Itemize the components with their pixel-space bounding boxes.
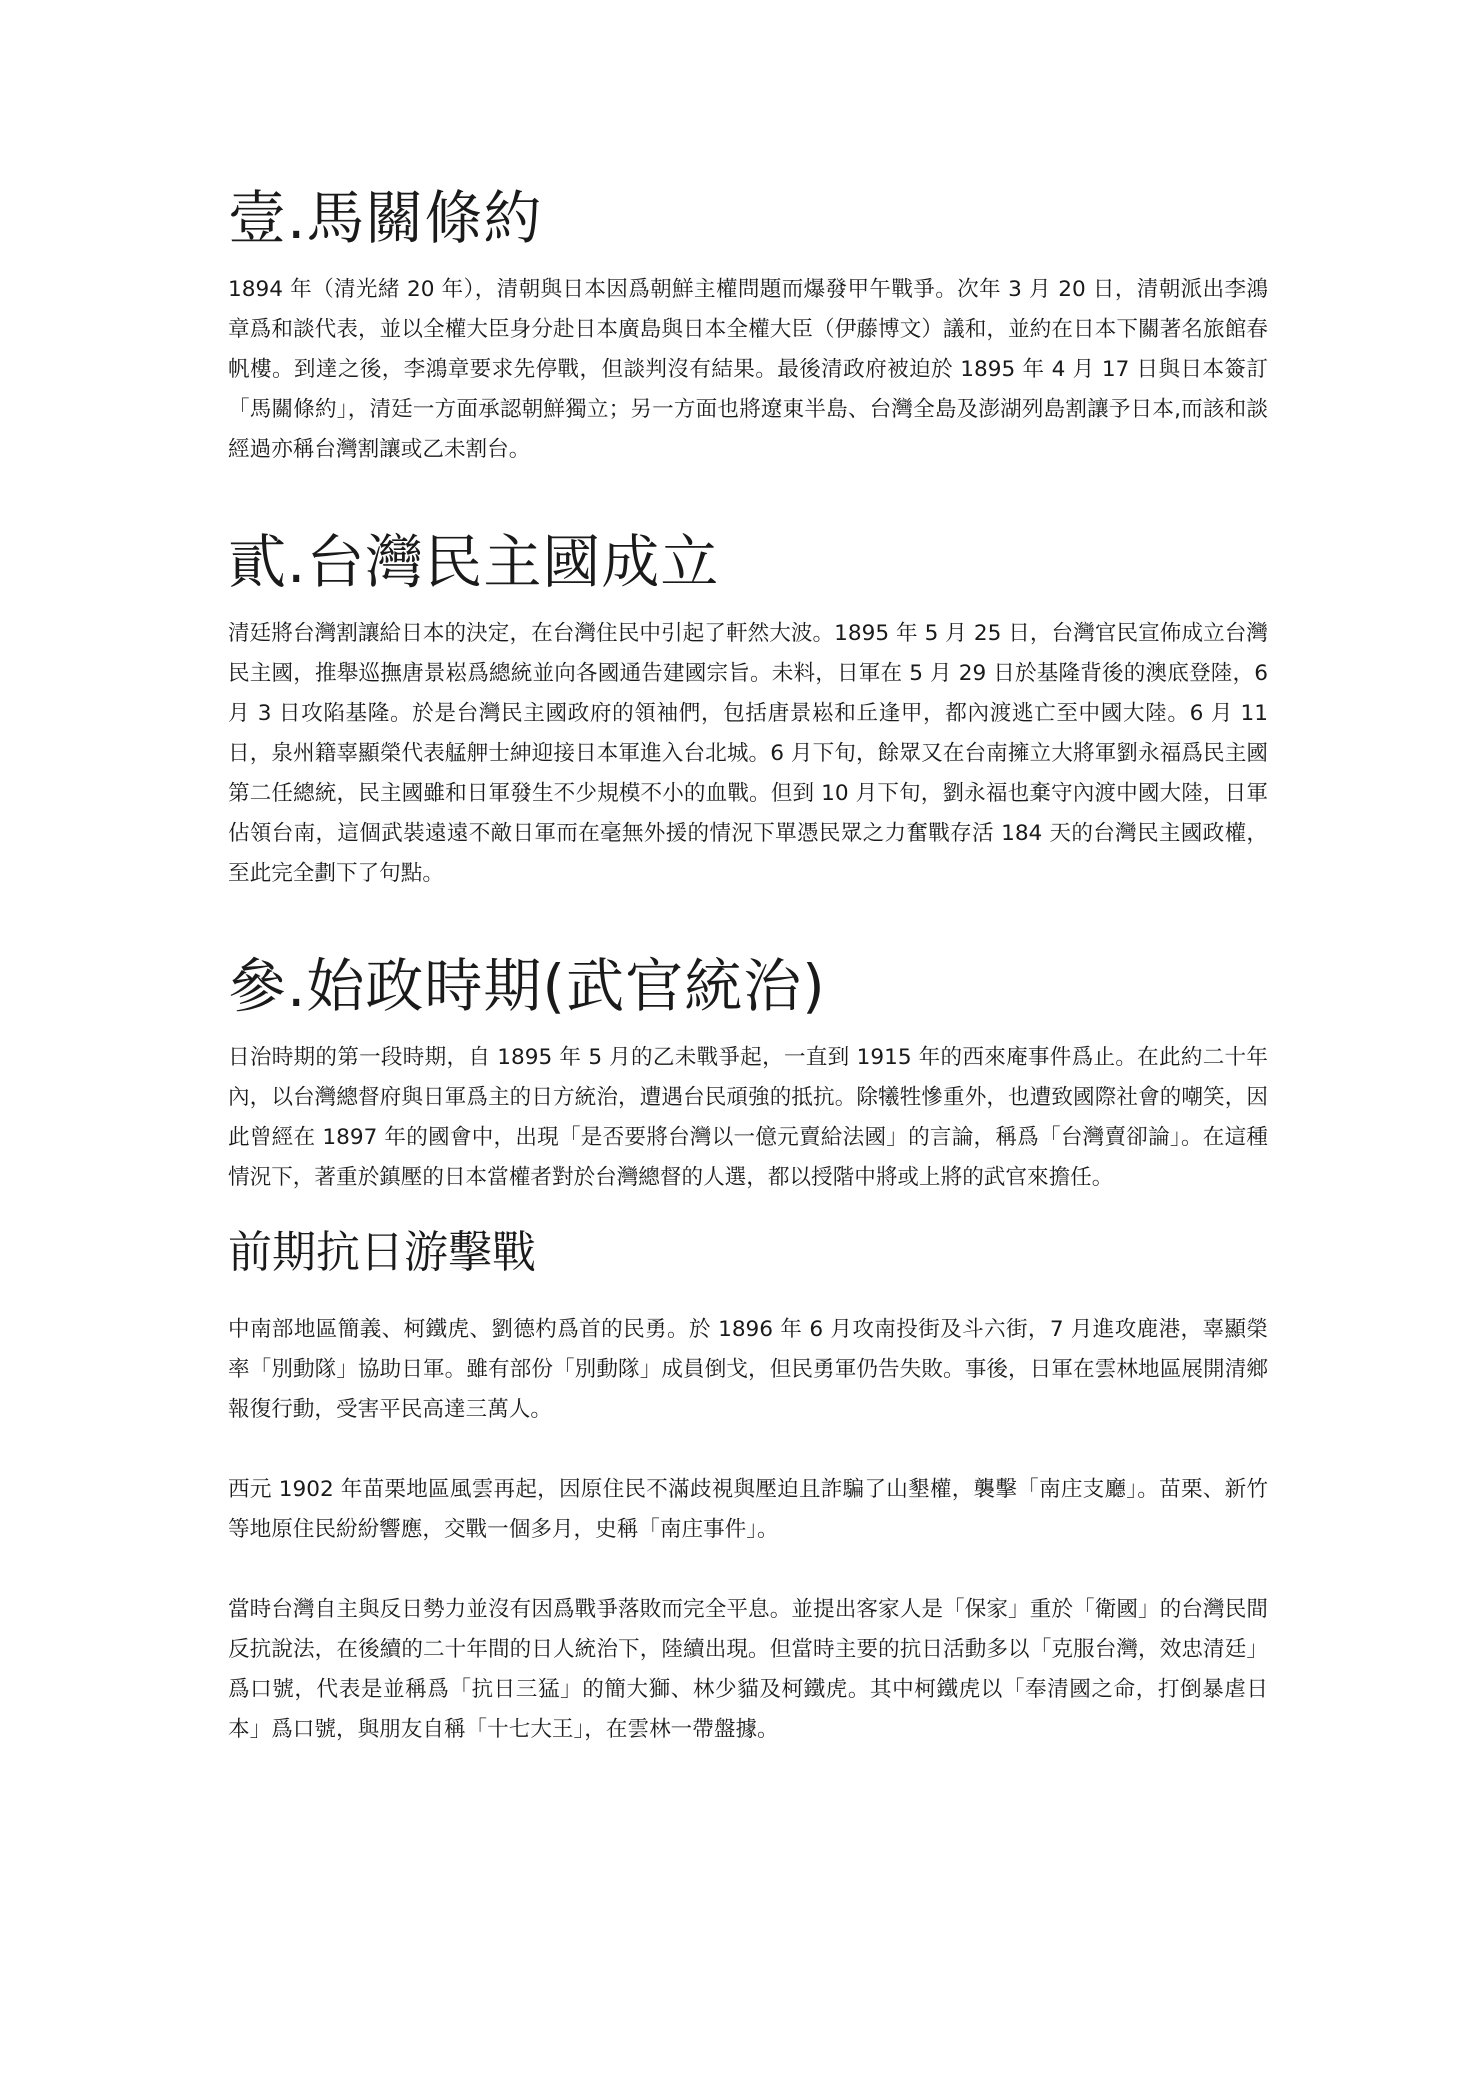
paragraph: 西元 1902 年苗栗地區風雲再起，因原住民不滿歧視與壓迫且詐騙了山墾權，襲擊「南庄支廳」。苗栗、新竹等地原住民紛紛響應，交戰一個多月，史稱「南庄事件」。 <box>228 1477 1268 1542</box>
document-page <box>228 180 1268 1750</box>
subsection-guerrilla-war <box>228 1222 1268 1750</box>
paragraph: 1894 年（清光緒 20 年），清朝與日本因爲朝鮮主權問題而爆發甲午戰爭。次年 3 月 20 日，清朝派出李鴻章爲和談代表，並以全權大臣身分赴日本廣島與日本全權大臣（伊藤博文）議和，並約在日本下關著名旅館春帆樓。到達之後，李鴻章要求先停戰，但談判沒有結果。最後清政府被迫於 1895 年 4 月 17 日與日本簽訂「馬關條約」，清廷一方面承認朝鮮獨立；另一方面也將遼東半島、台灣全島及澎湖列島割讓予日本,而該和談經過亦稱台灣割讓或乙未割台。 <box>228 277 1268 462</box>
subsection-title: 前期抗日游擊戰 <box>228 1227 536 1278</box>
section-title: 壹.馬關條約 <box>228 184 543 252</box>
section-title: 貳.台灣民主國成立 <box>228 528 720 596</box>
section-early-colonial-period <box>228 948 1268 1750</box>
paragraph: 中南部地區簡義、柯鐵虎、劉德杓爲首的民勇。於 1896 年 6 月攻南投街及斗六街，7 月進攻鹿港，辜顯榮率「別動隊」協助日軍。雖有部份「別動隊」成員倒戈，但民勇軍仍告失敗。事後，日軍在雲林地區展開清鄉報復行動，受害平民高達三萬人。 <box>228 1317 1268 1422</box>
section-treaty-of-shimonoseki <box>228 180 1268 470</box>
paragraph: 日治時期的第一段時期，自 1895 年 5 月的乙未戰爭起，一直到 1915 年的西來庵事件爲止。在此約二十年內，以台灣總督府與日軍爲主的日方統治，遭遇台民頑強的抵抗。除犧牲慘重外，也遭致國際社會的嘲笑，因此曾經在 1897 年的國會中，出現「是否要將台灣以一億元賣給法國」的言論，稱爲「台灣賣卻論」。在這種情況下，著重於鎮壓的日本當權者對於台灣總督的人選，都以授階中將或上將的武官來擔任。 <box>228 1045 1268 1190</box>
section-republic-of-formosa <box>228 524 1268 894</box>
paragraph: 當時台灣自主與反日勢力並沒有因爲戰爭落敗而完全平息。並提出客家人是「保家」重於「衛國」的台灣民間反抗說法，在後續的二十年間的日人統治下，陸續出現。但當時主要的抗日活動多以「克服台灣，效忠清廷」爲口號，代表是並稱爲「抗日三猛」的簡大獅、林少貓及柯鐵虎。其中柯鐵虎以「奉清國之命，打倒暴虐日本」爲口號，與朋友自稱「十七大王」，在雲林一帶盤據。 <box>228 1597 1268 1742</box>
section-title: 參.始政時期(武官統治) <box>228 952 826 1020</box>
paragraph: 清廷將台灣割讓給日本的決定，在台灣住民中引起了軒然大波。1895 年 5 月 25 日，台灣官民宣佈成立台灣民主國，推舉巡撫唐景崧爲總統並向各國通告建國宗旨。未料，日軍在 5 月 29 日於基隆背後的澳底登陸，6 月 3 日攻陷基隆。於是台灣民主國政府的領袖們，包括唐景崧和丘逢甲，都內渡逃亡至中國大陸。6 月 11 日，泉州籍辜顯榮代表艋舺士紳迎接日本軍進入台北城。6 月下旬，餘眾又在台南擁立大將軍劉永福爲民主國第二任總統，民主國雖和日軍發生不少規模不小的血戰。但到 10 月下旬，劉永福也棄守內渡中國大陸，日軍佔領台南，這個武裝遠遠不敵日軍而在毫無外援的情況下單憑民眾之力奮戰存活 184 天的台灣民主國政權，至此完全劃下了句點。 <box>228 621 1268 886</box>
